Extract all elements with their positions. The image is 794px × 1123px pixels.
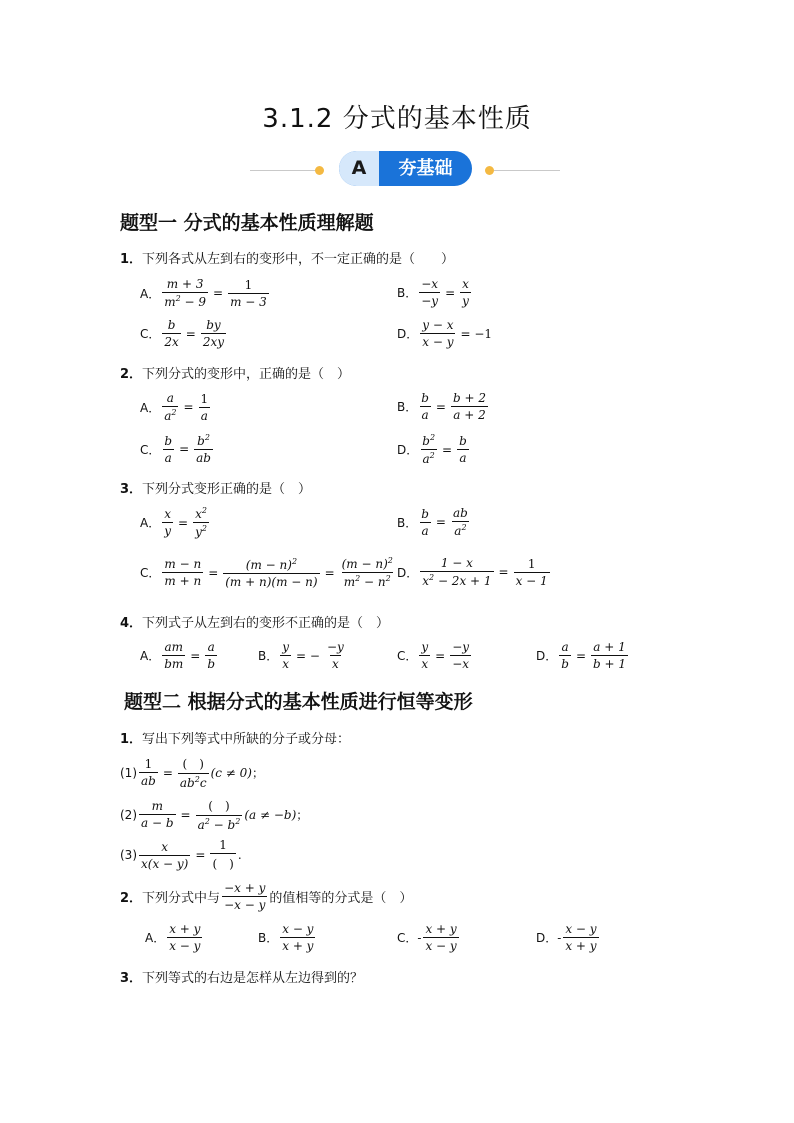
option-c [397,922,461,953]
question-7 [120,967,363,986]
formula: $\frac{y - x}{x - y}$ = −1 [422,318,493,349]
formula: $\frac{m}{a - b}$ = $\frac{( )}{a^2 - b^2}$ (a ≠ −b) ； [141,799,309,832]
banner-dot-left [315,166,324,175]
option-label: A． [140,400,161,415]
option-label: B． [397,515,418,530]
formula: $\frac{b^2}{a^2}$ = $\frac{b}{a}$ [422,433,467,466]
sub-question-label: (3) [120,848,137,862]
formula: $\frac{x}{y}$ = $\frac{x^2}{y^2}$ [164,506,207,539]
question-text: 的值相等的分式是（ ） [269,891,413,906]
option-d [536,922,601,953]
formula: $\frac{a}{b}$ = $\frac{a + 1}{b + 1}$ [561,640,626,671]
option-label: B． [258,649,279,663]
option-b [397,277,473,308]
option-a [140,640,219,671]
formula: $\frac{x - y}{x + y}$ [282,922,314,953]
option-label: A． [140,516,161,530]
option-a [140,391,212,423]
formula: $\frac{-x}{-y}$ = $\frac{x}{y}$ [421,277,469,308]
option-label: C． [140,327,161,341]
option-a [140,277,271,309]
option-b [258,922,317,953]
question-number: 3． [120,482,143,497]
option-label: D． [536,931,558,945]
formula: $\frac{a}{a^2}$ = $\frac{1}{a}$ [164,391,209,423]
question-2 [120,363,350,382]
question-6 [120,881,412,912]
formula: $\frac{x + y}{x - y}$ [169,922,201,953]
formula: $\frac{m + 3}{m^2 - 9}$ = $\frac{1}{m - 3}$ [164,277,267,309]
banner-dot-right [485,166,494,175]
question-number: 3． [120,971,143,986]
question-number: 1． [120,732,143,747]
option-label: A． [145,931,166,945]
sub-question-1 [120,755,264,790]
banner-divider-left [250,170,316,171]
sub-question-2 [120,797,308,832]
option-d [397,318,495,349]
formula: $\frac{1}{ab}$ = $\frac{( )}{ab^2c}$ (c ≠ 0) ； [141,757,264,790]
question-text: 下列各式从左到右的变形中，不一定正确的是（ ） [142,252,455,267]
option-label: D． [397,327,419,341]
option-a [145,922,204,953]
option-a [140,506,211,539]
sub-question-label: (2) [120,807,137,822]
section-heading-1: 题型一 分式的基本性质理解题 [120,212,374,234]
question-4 [120,612,389,631]
formula: - $\frac{x + y}{x - y}$ [417,922,457,953]
question-text: 下列等式的右边是怎样从左边得到的？ [142,971,364,986]
question-3 [120,478,311,497]
formula: $\frac{y}{x}$ = − $\frac{-y}{x}$ [282,640,344,671]
sub-question-3 [120,838,242,872]
option-c [140,556,397,589]
question-text: 下列分式的变形中，正确的是（ ） [142,367,351,382]
question-number: 1． [120,252,143,267]
option-d [397,556,552,588]
formula: $\frac{b}{a}$ = $\frac{b^2}{ab}$ [164,433,211,465]
formula: $\frac{x}{x(x - y)}$ = $\frac{1}{( )}$ . [141,838,242,871]
formula: $\frac{y}{x}$ = $\frac{-y}{-x}$ [421,640,470,671]
formula: $\frac{b}{a}$ = $\frac{ab}{a^2}$ [421,506,468,538]
formula: $\frac{m - n}{m + n}$ = $\frac{(m - n)^2}{(m + n)(m - n)}$ = $\frac{(m - n)^2}{m^2 - n^2}$ [164,556,393,589]
option-b [397,391,490,422]
question-text: 下列式子从左到右的变形不正确的是（ ） [142,616,390,631]
section-heading-2: 题型二 根据分式的基本性质进行恒等变形 [124,691,473,713]
option-c [140,433,215,465]
option-label: B． [258,931,279,945]
banner-divider-right [494,170,560,171]
formula: $\frac{-x + y}{-x - y}$ [224,881,266,912]
level-letter: A [339,151,379,186]
question-number: 2． [120,367,143,382]
option-label: B． [397,400,418,414]
question-text: 下列分式变形正确的是（ ） [142,482,312,497]
option-label: C． [140,442,161,457]
page-title: 3.1.2 分式的基本性质 [262,104,532,134]
option-label: C． [140,566,161,580]
formula: $\frac{am}{bm}$ = $\frac{a}{b}$ [164,640,216,671]
sub-question-label: (1) [120,765,137,780]
option-b [258,640,348,671]
option-label: A． [140,649,161,663]
option-d [536,640,630,671]
option-label: C． [397,931,418,945]
option-label: B． [397,286,418,300]
option-d [397,433,471,466]
question-5 [120,728,350,747]
option-c [140,318,228,349]
formula: $\frac{1 - x}{x^2 - 2x + 1}$ = $\frac{1}{x - 1}$ [422,556,548,588]
option-label: A． [140,286,161,301]
formula: - $\frac{x - y}{x + y}$ [557,922,597,953]
question-text: 下列分式中与 [142,891,221,906]
option-label: D． [397,443,419,457]
option-label: C． [397,649,418,663]
question-text: 写出下列等式中所缺的分子或分母： [142,732,351,747]
formula: $\frac{b}{2x}$ = $\frac{by}{2xy}$ [164,318,225,349]
option-c [397,640,473,671]
question-1 [120,248,454,267]
level-banner [339,151,472,186]
option-label: D． [397,565,419,580]
level-label: 夯基础 [398,158,453,179]
option-label: D． [536,649,558,663]
question-number: 2． [120,891,143,906]
option-b [397,506,472,538]
formula: $\frac{b}{a}$ = $\frac{b + 2}{a + 2}$ [421,391,486,422]
question-number: 4． [120,616,143,631]
